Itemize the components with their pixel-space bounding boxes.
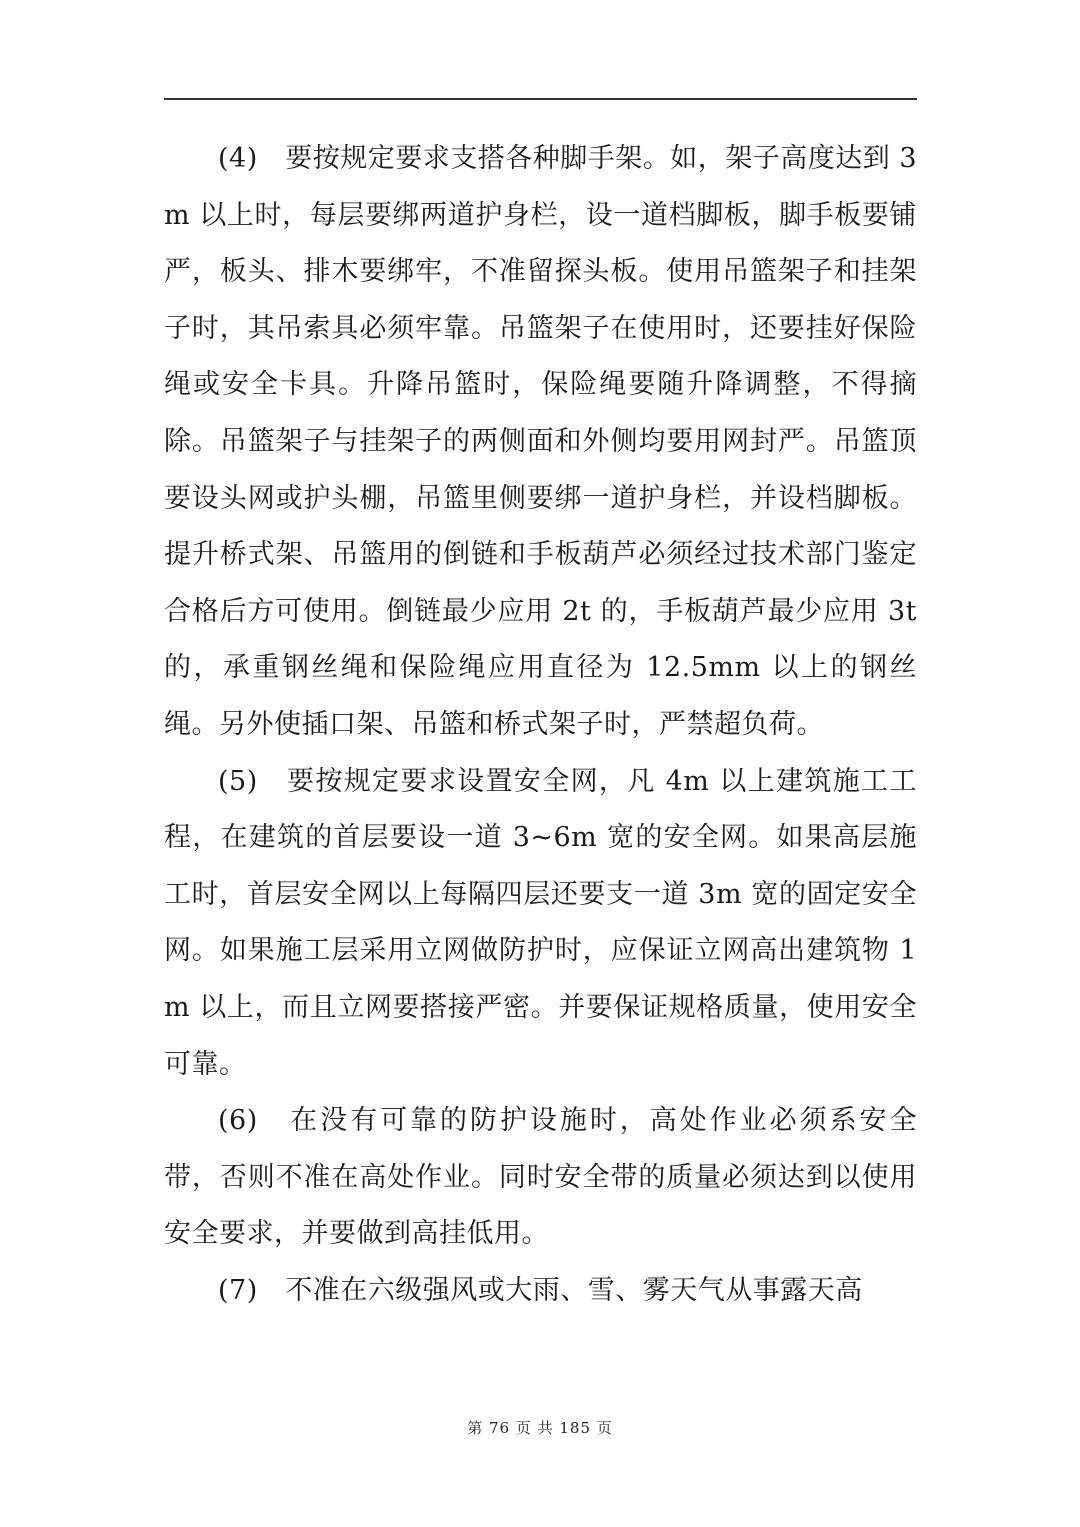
header-rule xyxy=(164,98,917,100)
page-number-footer: 第 76 页 共 185 页 xyxy=(467,1419,613,1437)
paragraph-4: (4) 要按规定要求支搭各种脚手架。如，架子高度达到 3m 以上时，每层要绑两道护身栏，设一道档脚板，脚手板要铺严，板头、排木要绑牢，不准留探头板。使用吊篮架子和挂架子时，其吊索具必须牢靠。吊篮架子在使用时，还要挂好保险绳或安全卡具。升降吊篮时，保险绳要随升降调整，不得摘除。吊篮架子与挂架子的两侧面和外侧均要用网封严。吊篮顶要设头网或护头棚，吊篮里侧要绑一道护身栏，并设档脚板。提升桥式架、吊篮用的倒链和手板葫芦必须经过技术部门鉴定合格后方可使用。倒链最少应用 2t 的，手板葫芦最少应用 3t 的，承重钢丝绳和保险绳应用直径为 12.5mm 以上的钢丝绳。另外使插口架、吊篮和桥式架子时，严禁超负荷。 xyxy=(164,143,918,740)
document-body xyxy=(164,131,917,1319)
paragraph-6: (6) 在没有可靠的防护设施时，高处作业必须系安全带，否则不准在高处作业。同时安全带的质量必须达到以使用安全要求，并要做到高挂低用。 xyxy=(164,1105,917,1250)
paragraph-5: (5) 要按规定要求设置安全网，凡 4m 以上建筑施工工程，在建筑的首层要设一道 3~6m 宽的安全网。如果高层施工时，首层安全网以上每隔四层还要支一道 3m 宽的固定安全网。如果施工层采用立网做防护时，应保证立网高出建筑物 1m 以上，而且立网要搭接严密。并要保证规格质量，使用安全可靠。 xyxy=(164,765,917,1080)
paragraph-7: (7) 不准在六级强风或大雨、雪、雾天气从事露天高 xyxy=(218,1274,863,1306)
